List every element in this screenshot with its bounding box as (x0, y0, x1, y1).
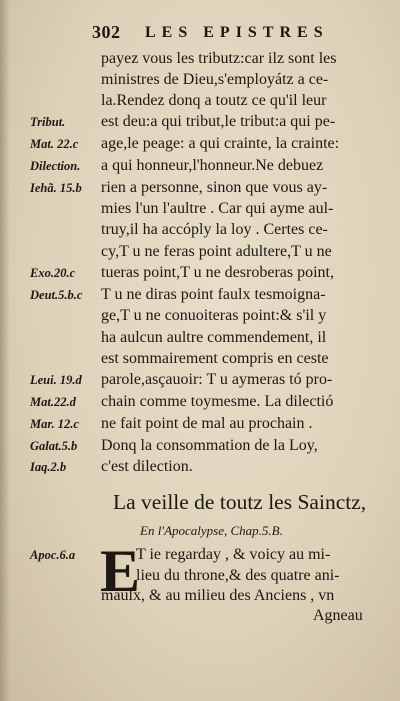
section-subheading: En l'Apocalypse, Chap.5.B. (140, 523, 283, 538)
margin-note: Dilection. (30, 159, 81, 173)
text-line: est deu:a qui tribut,le tribut:a qui pe- (101, 113, 336, 130)
margin-note: Deut.5.b.c (30, 288, 83, 302)
text-line: Donq la consommation de la Loy, (101, 437, 318, 454)
page-header (0, 20, 400, 46)
page-number: 302 (92, 22, 121, 42)
text-line: la.Rendez donq a toutz ce qu'il leur (101, 92, 327, 109)
text-line: ge,T u ne conuoiteras point:& s'il y (101, 307, 327, 324)
drop-cap: E (100, 538, 141, 604)
text-line: cy,T u ne feras point adultere,T u ne (101, 243, 332, 260)
text-line: age,le peage: a qui crainte, la crainte: (101, 135, 340, 152)
text-line: payez vous les tributz:car ilz sont les (101, 50, 337, 67)
margin-note: Mat.22.d (30, 395, 76, 409)
margin-note: Apoc.6.a (30, 548, 76, 562)
text-line: ne fait point de mal au prochain . (101, 415, 313, 432)
margin-note: Tribut. (30, 115, 66, 129)
text-line: est sommairement compris en ceste (101, 350, 329, 367)
text-line: parole,asçauoir: T u aymeras tó pro- (101, 371, 333, 388)
catchword: Agneau (313, 607, 363, 624)
text-line: T u ne diras point faulx tesmoigna- (101, 286, 326, 303)
margin-note: Mat. 22.c (30, 137, 79, 151)
text-line: rien a personne, sinon que vous ay- (101, 179, 328, 196)
text-line: a qui honneur,l'honneur.Ne debuez (101, 157, 324, 174)
margin-note: Galat.5.b (30, 439, 78, 453)
text-line: chain comme toymesme. La dilectió (101, 393, 334, 410)
text-line: lieu du throne,& des quatre ani- (136, 567, 340, 584)
margin-note: Leui. 19.d (30, 373, 82, 387)
running-title: LES EPISTRES (145, 24, 329, 41)
margin-note: Iaq.2.b (30, 460, 67, 474)
text-line: ha aulcun aultre commendement, il (101, 329, 327, 346)
text-line: tueras point,T u ne desroberas point, (101, 264, 334, 281)
text-line: truy,il ha accóply la loy . Certes ce- (101, 221, 328, 238)
text-line: mies l'un l'aultre . Car qui ayme aul- (101, 200, 334, 217)
margin-note: Iehã. 15.b (30, 181, 82, 195)
text-line: maulx, & au milieu des Anciens , vn (101, 587, 335, 604)
text-line: T ie regarday , & voicy au mi- (136, 546, 331, 563)
section-heading: La veille de toutz les Sainctz, (113, 490, 367, 514)
text-line: ministres de Dieu,s'employátz a ce- (101, 71, 329, 88)
margin-note: Exo.20.c (30, 266, 76, 280)
text-line: c'est dilection. (101, 458, 193, 475)
margin-note: Mar. 12.c (30, 417, 79, 431)
